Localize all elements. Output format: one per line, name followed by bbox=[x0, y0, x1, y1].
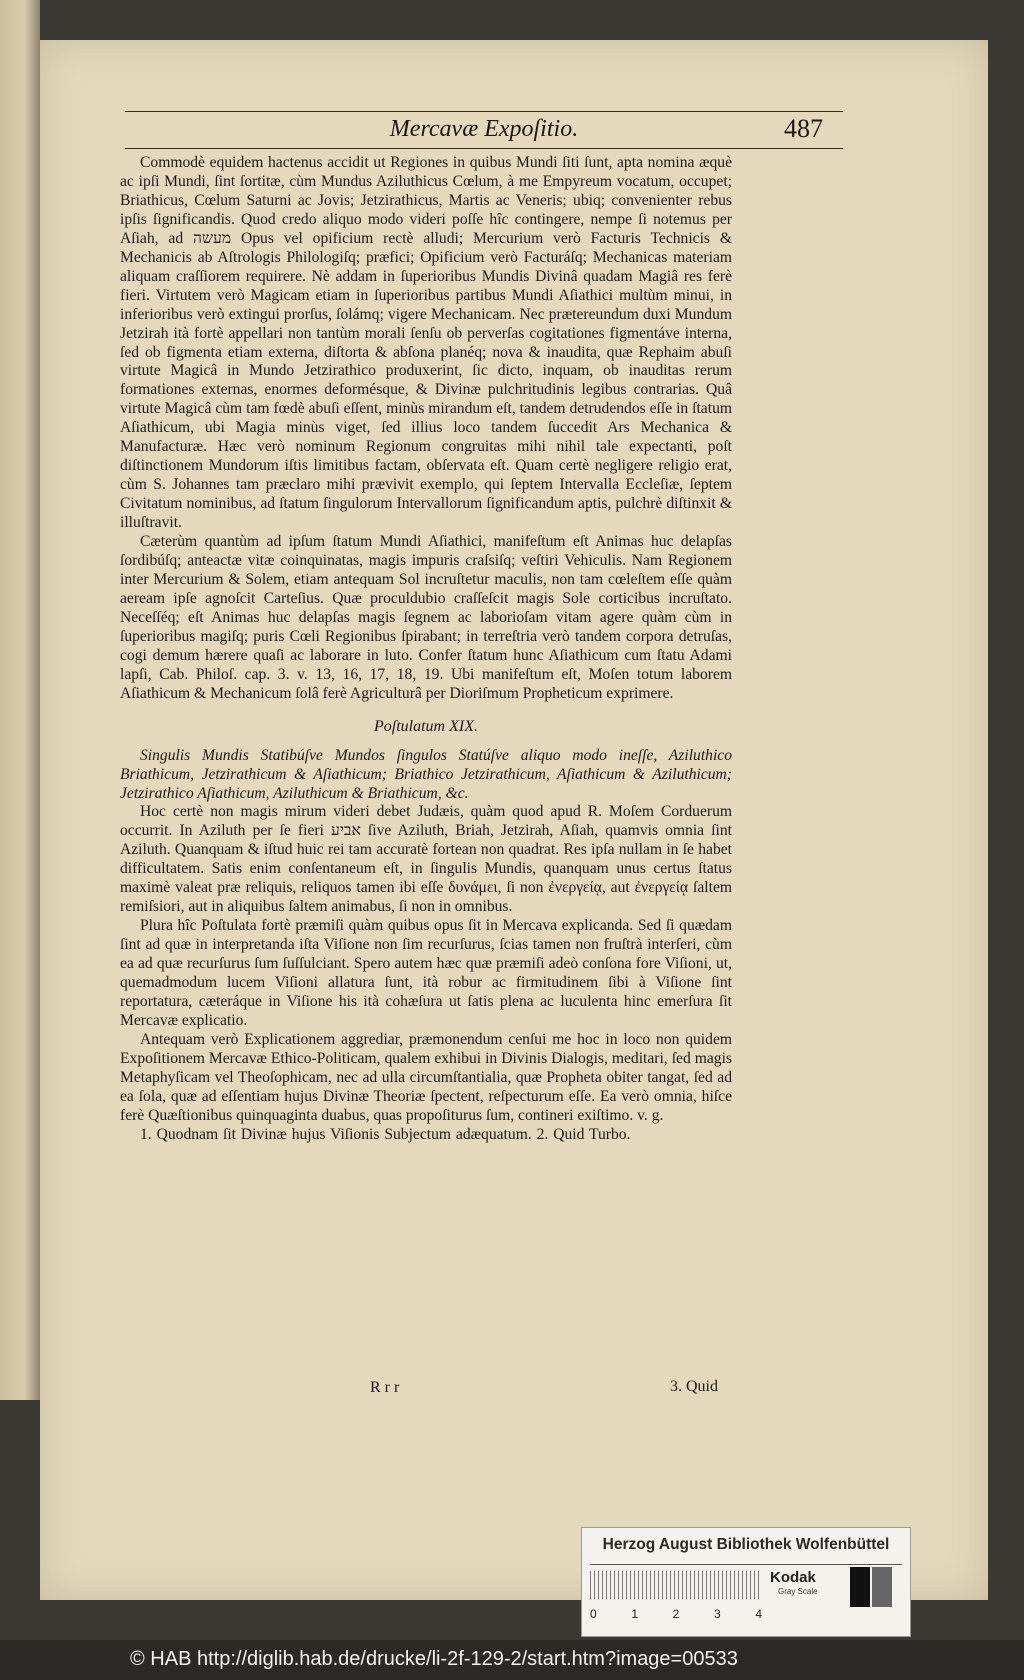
ruler-number: 4 bbox=[755, 1607, 762, 1621]
library-color-card bbox=[581, 1527, 911, 1637]
running-title: Mercavæ Expoſitio. bbox=[389, 116, 579, 142]
ruler-number: 1 bbox=[631, 1607, 639, 1621]
paragraph-5: Plura hîc Poſtulata fortè præmiſi quàm quibus opus ſit in Mercava explicanda. Sed ſi quædam ſint ad quæ in interpretanda iſta Viſione non ſim recurſurus, ſcias tamen non fruſtrà interſeri, cùm ea ad quæ recurſurus ſum ſuſſulciant. Spero autem hæc quæ præmiſi adeò conſona fore Viſioni, ut, quemadmodum lucem Viſioni allatura ſunt, ità robur ac firmitudinem ſibi à Viſione ſint reportatura, cæteráque in Viſione his ità cohæſura ut ſatis plena ac luculenta hinc emerſura ſit Mercavæ explicatio. bbox=[120, 917, 732, 1029]
section-heading: Poſtulatum XIX. bbox=[374, 717, 478, 735]
gray-patch-black bbox=[850, 1567, 870, 1607]
gray-patch-gray bbox=[872, 1567, 892, 1607]
library-name: Herzog August Bibliothek Wolfenbüttel bbox=[602, 1536, 890, 1553]
paragraph-2: Cæterùm quantùm ad ipſum ſtatum Mundi Aſiathici, manifeſtum eſt Animas huc delapſas ſordibúſq; anteactæ vitæ coinquinatas, magis impuris craſsiſq; veſtiri Vehiculis. Nam Regionem inter Mercurium & Solem, etiam antequam Sol incruſtetur maculis, non tam cœleſtem eſſe quàm aeream ipſe agnoſcit Carteſius. Quæ proculdubio craſſeſcit magis Sole corticibus incruſtato. Neceſſéq; eſt Animas huc delapſas magis ſegnem ac laborioſam vitam agere quàm cùm in ſuperioribus magiſq; puris Cœli Regionibus ſpirabant; in terreſtria verò tandem corpora detruſas, cogi demum hærere quaſi ac laborare in luto. Confer ſtatum hunc Aſiathicum cum ſtatu Adami lapſi, Cab. Philoſ. cap. 3. v. 13, 16, 17, 18, 19. Ubi manifeſtum eſt, Moſen totum laborem Aſiathicum & Mechanicum ſolâ ferè Agriculturâ per Dioriſmum Propheticum exprimere. bbox=[120, 533, 732, 702]
paragraph-1: Commodè equidem hactenus accidit ut Regiones in quibus Mundi ſiti ſunt, apta nomina æquè ac ipſi Mundi, ſint ſortitæ, cùm Mundus Aziluthicus Cœlum, à me Empyreum vocatum, occupet; Briathicus, Cœlum Saturni ac Jovis; Jetzirathicus, Martis ac Veneris; ubiq; convenienter rebus ipſis ſignificandis. Quod credo aliquo modo videri poſſe hîc contingere, nempe ſi notemus per Aſiah, ad מעשה Opus vel opificium rectè alludi; Mercurium verò Facturis Technicis & Mechanicis ab Aſtrologis Philologiſq; præfici; Opificium verò Facturáſq; Mechanicas materiam aliquam craſſiorem requirere. Nè addam in ſuperioribus Mundis Divinâ quadam Magiâ res ferè fieri. Virtutem verò Magicam etiam in ſuperioribus partibus Mundi Aſiathici multùm minui, in inferioribus verò extingui prorſus, ſolámq; vigere Mechanicam. Nec prætereundum duxi Mundum Jetzirah ità fortè appellari non tantùm morali ſenſu ob perverſas cogitationes figmentáve interna, ſed ob figmenta etiam externa, diſtorta & abſona planéq; nova & inaudita, quæ Rephaim abuſi virtute Magicâ in Mundo Jetzirathico produxerint, ſic dicto, inquam, ob inauditas rerum formationes externas, enormes deformésque, & Divinæ pulchritudinis legibus contrarias. Quâ virtute Magicâ cùm tam fœdè abuſi eſſent, minùs mirandum eſt, tandem detrudendos eſſe in ſtatum Aſiathicum, ubi Magia minùs viget, ſed illius loco tandem ſuccedit Ars Mechanica & Manufacturæ. Hæc verò nominum Regionum congruitas mihi nihil tale expectanti, poſt diſtinctionem Mundorum iſtis limitibus factam, obſervata eſt. Quam certè negligere religio erat, cùm S. Johannes tam præclaro mihi prævivit exemplo, qui ſeptem Intervalla Eccleſiæ, ſeptem Civitatum nominibus, ad ſtatum ſingulorum Intervallorum ſignificandum aptis, pulchrè diſtinxit & illuſtravit. bbox=[120, 154, 732, 532]
ruler-numbers bbox=[590, 1607, 762, 1621]
header-bottom-rule bbox=[125, 148, 843, 149]
page-body bbox=[120, 154, 732, 1145]
postulatum-statement: Singulis Mundis Statibúſve Mundos ſingulos Statúſve aliquo modo ineſſe, Aziluthico Briathicum, Jetzirathicum & Aſiathicum; Briathico Jetzirathicum, Aſiathicum & Aziluthicum; Jetzirathico Aſiathicum, Aziluthicum & Briathicum, &c. bbox=[120, 746, 732, 802]
paragraph-4: Hoc certè non magis mirum videri debet Judæis, quàm quod apud R. Moſem Corduerum occurrit. In Aziluth per ſe fieri אביע ſive Aziluth, Briah, Jetzirah, Aſiah, quamvis omnia ſint Aziluth. Quanquam & iſtud huic rei tam accuratè fortean non quadrat. Res ipſa nullam in ſe habet difficultatem. Satis enim conſentaneum eſt, in ſingulis Mundis, quanquam unus certus ſtatus maximè valeat præ reliquis, reliquos tamen ibi eſſe δυνάμει, ſi non ἐνεργείᾳ, aut ἐνεργείᾳ ſaltem remiſsiori, aut in aliquibus ſaltem animabus, ſi non in omnibus. bbox=[120, 803, 732, 916]
signature-mark: R r r bbox=[370, 1379, 400, 1396]
page-number: 487 bbox=[784, 114, 823, 143]
book-page bbox=[40, 40, 988, 1600]
ruler-number: 3 bbox=[713, 1607, 721, 1621]
footer-bar bbox=[0, 1640, 1024, 1680]
question-line: 1. Quodnam ſit Divinæ hujus Viſionis Subjectum adæquatum. 2. Quid Turbo. bbox=[140, 1125, 631, 1143]
ruler-number: 0 bbox=[590, 1607, 597, 1621]
catchword: 3. Quid bbox=[670, 1378, 718, 1395]
gray-scale-strip bbox=[590, 1564, 902, 1629]
ruler bbox=[590, 1571, 762, 1599]
kodak-sub-label: Gray Scale bbox=[778, 1587, 818, 1596]
kodak-label: Kodak bbox=[770, 1569, 816, 1586]
copyright-url: © HAB http://diglib.hab.de/drucke/li-2f-129-2/start.htm?image=00533 bbox=[130, 1648, 738, 1670]
page-header bbox=[125, 112, 843, 148]
ruler-number: 2 bbox=[672, 1607, 680, 1621]
facing-page-edge bbox=[0, 0, 40, 1400]
paragraph-6: Antequam verò Explicationem aggrediar, præmonendum cenſui me hoc in loco non quidem Expoſitionem Mercavæ Ethico-Politicam, qualem exhibui in Divinis Dialogis, meditari, ſed magis Metaphyſicam vel Theoſophicam, nec ad ulla circumſtantialia, quæ Propheta obiter tangat, ſed ad ea ſola, quæ ad eſſentiam hujus Divinæ Theoriæ ſpectent, reſpecturum eſſe. Ea verò omnia, hiſce ferè Quæſtionibus quinquaginta duabus, quas propoſiturus ſum, contineri exiſtimo. v. g. bbox=[120, 1030, 732, 1124]
